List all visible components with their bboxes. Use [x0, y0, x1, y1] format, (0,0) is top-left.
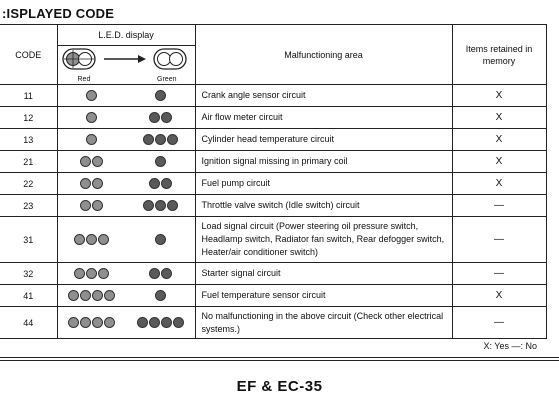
green-led-icon	[155, 290, 166, 301]
red-led-icon	[68, 317, 79, 328]
memory-cell: X	[452, 151, 546, 173]
area-cell: Fuel pump circuit	[195, 173, 452, 195]
red-led-cell	[57, 151, 126, 173]
memory-cell: X	[452, 129, 546, 151]
green-led-cell	[126, 173, 195, 195]
table-row	[0, 217, 546, 263]
green-led-cell	[126, 263, 195, 285]
red-led-icon	[74, 234, 85, 245]
area-cell: Throttle valve switch (Idle switch) circuit	[195, 195, 452, 217]
red-led-icon	[86, 268, 97, 279]
table-row	[0, 85, 546, 107]
code-cell: 11	[0, 85, 57, 107]
divider-secondary	[0, 360, 559, 361]
led-illustration	[57, 46, 195, 85]
red-led-icon	[80, 178, 91, 189]
memory-cell: —	[452, 307, 546, 339]
code-table	[0, 24, 547, 339]
red-led-icon	[86, 112, 97, 123]
green-led-icon	[155, 134, 166, 145]
red-led-cell	[57, 129, 126, 151]
table-row	[0, 285, 546, 307]
green-led-cell	[126, 151, 195, 173]
memory-cell: X	[452, 285, 546, 307]
green-led-icon	[173, 317, 184, 328]
red-led-cell	[57, 217, 126, 263]
green-led-icon	[143, 200, 154, 211]
memory-cell: X	[452, 173, 546, 195]
green-led-icon	[161, 268, 172, 279]
green-led-icon	[161, 112, 172, 123]
red-led-icon	[86, 90, 97, 101]
code-cell: 41	[0, 285, 57, 307]
green-led-icon	[149, 178, 160, 189]
area-cell: Fuel temperature sensor circuit	[195, 285, 452, 307]
green-led-cell	[126, 195, 195, 217]
red-led-cell	[57, 85, 126, 107]
green-led-icon	[155, 90, 166, 101]
area-cell: Starter signal circuit	[195, 263, 452, 285]
green-led-icon	[143, 134, 154, 145]
table-row	[0, 107, 546, 129]
code-cell: 13	[0, 129, 57, 151]
red-led-icon	[68, 290, 79, 301]
memory-cell: —	[452, 195, 546, 217]
code-cell: 44	[0, 307, 57, 339]
memory-cell: —	[452, 263, 546, 285]
green-led-icon	[161, 178, 172, 189]
page-footer: EF & EC-35	[236, 378, 323, 395]
red-led-cell	[57, 107, 126, 129]
code-cell: 23	[0, 195, 57, 217]
red-led-icon	[104, 317, 115, 328]
code-header: CODE	[0, 25, 57, 85]
table-row	[0, 195, 546, 217]
red-led-icon	[86, 134, 97, 145]
green-led-cell	[126, 85, 195, 107]
red-led-icon	[92, 178, 103, 189]
green-led-icon	[155, 156, 166, 167]
green-led-cell	[126, 307, 195, 339]
red-led-icon	[80, 317, 91, 328]
table-row	[0, 151, 546, 173]
area-cell: Air flow meter circuit	[195, 107, 452, 129]
green-led-icon	[155, 200, 166, 211]
red-led-icon	[80, 290, 91, 301]
area-cell: Cylinder head temperature circuit	[195, 129, 452, 151]
red-led-icon	[86, 234, 97, 245]
area-cell: No malfunctioning in the above circuit (Check other electrical systems.)	[195, 307, 452, 339]
area-cell: Load signal circuit (Power steering oil pressure switch, Headlamp switch, Radiator fan switch, Rear defogger switch, Heater/air conditioner switch)	[195, 217, 452, 263]
red-led-cell	[57, 307, 126, 339]
led-header: L.E.D. display	[57, 25, 195, 46]
area-header: Malfunctioning area	[195, 25, 452, 85]
table-row	[0, 307, 546, 339]
red-led-icon	[80, 156, 91, 167]
green-led-icon	[167, 134, 178, 145]
section-title: :ISPLAYED CODE	[2, 6, 115, 21]
green-led-cell	[126, 217, 195, 263]
code-cell: 21	[0, 151, 57, 173]
red-led-cell	[57, 263, 126, 285]
green-led-cell	[126, 107, 195, 129]
red-led-icon	[92, 317, 103, 328]
memory-cell: —	[452, 217, 546, 263]
table-row	[0, 263, 546, 285]
green-led-icon	[137, 317, 148, 328]
red-led-cell	[57, 173, 126, 195]
area-cell: Ignition signal missing in primary coil	[195, 151, 452, 173]
green-led-icon	[167, 200, 178, 211]
red-led-icon	[74, 268, 85, 279]
red-label: Red	[77, 76, 91, 83]
green-led-icon	[155, 234, 166, 245]
green-label: Green	[157, 76, 177, 83]
green-led-cell	[126, 129, 195, 151]
code-cell: 31	[0, 217, 57, 263]
red-led-icon	[80, 200, 91, 211]
memory-cell: X	[452, 107, 546, 129]
table-row	[0, 173, 546, 195]
green-led-icon	[149, 268, 160, 279]
code-cell: 22	[0, 173, 57, 195]
red-led-icon	[98, 268, 109, 279]
red-led-icon	[92, 156, 103, 167]
red-led-icon	[104, 290, 115, 301]
code-cell: 32	[0, 263, 57, 285]
green-led-icon	[149, 317, 160, 328]
memory-header: Items retained in memory	[452, 25, 546, 85]
area-cell: Crank angle sensor circuit	[195, 85, 452, 107]
table-row	[0, 129, 546, 151]
memory-cell: X	[452, 85, 546, 107]
green-led-icon	[161, 317, 172, 328]
red-led-icon	[92, 290, 103, 301]
red-led-cell	[57, 195, 126, 217]
code-cell: 12	[0, 107, 57, 129]
legend: X: Yes —: No	[483, 341, 537, 351]
green-led-cell	[126, 285, 195, 307]
red-led-cell	[57, 285, 126, 307]
green-led-icon	[149, 112, 160, 123]
divider	[0, 357, 559, 358]
red-led-icon	[92, 200, 103, 211]
red-led-icon	[98, 234, 109, 245]
